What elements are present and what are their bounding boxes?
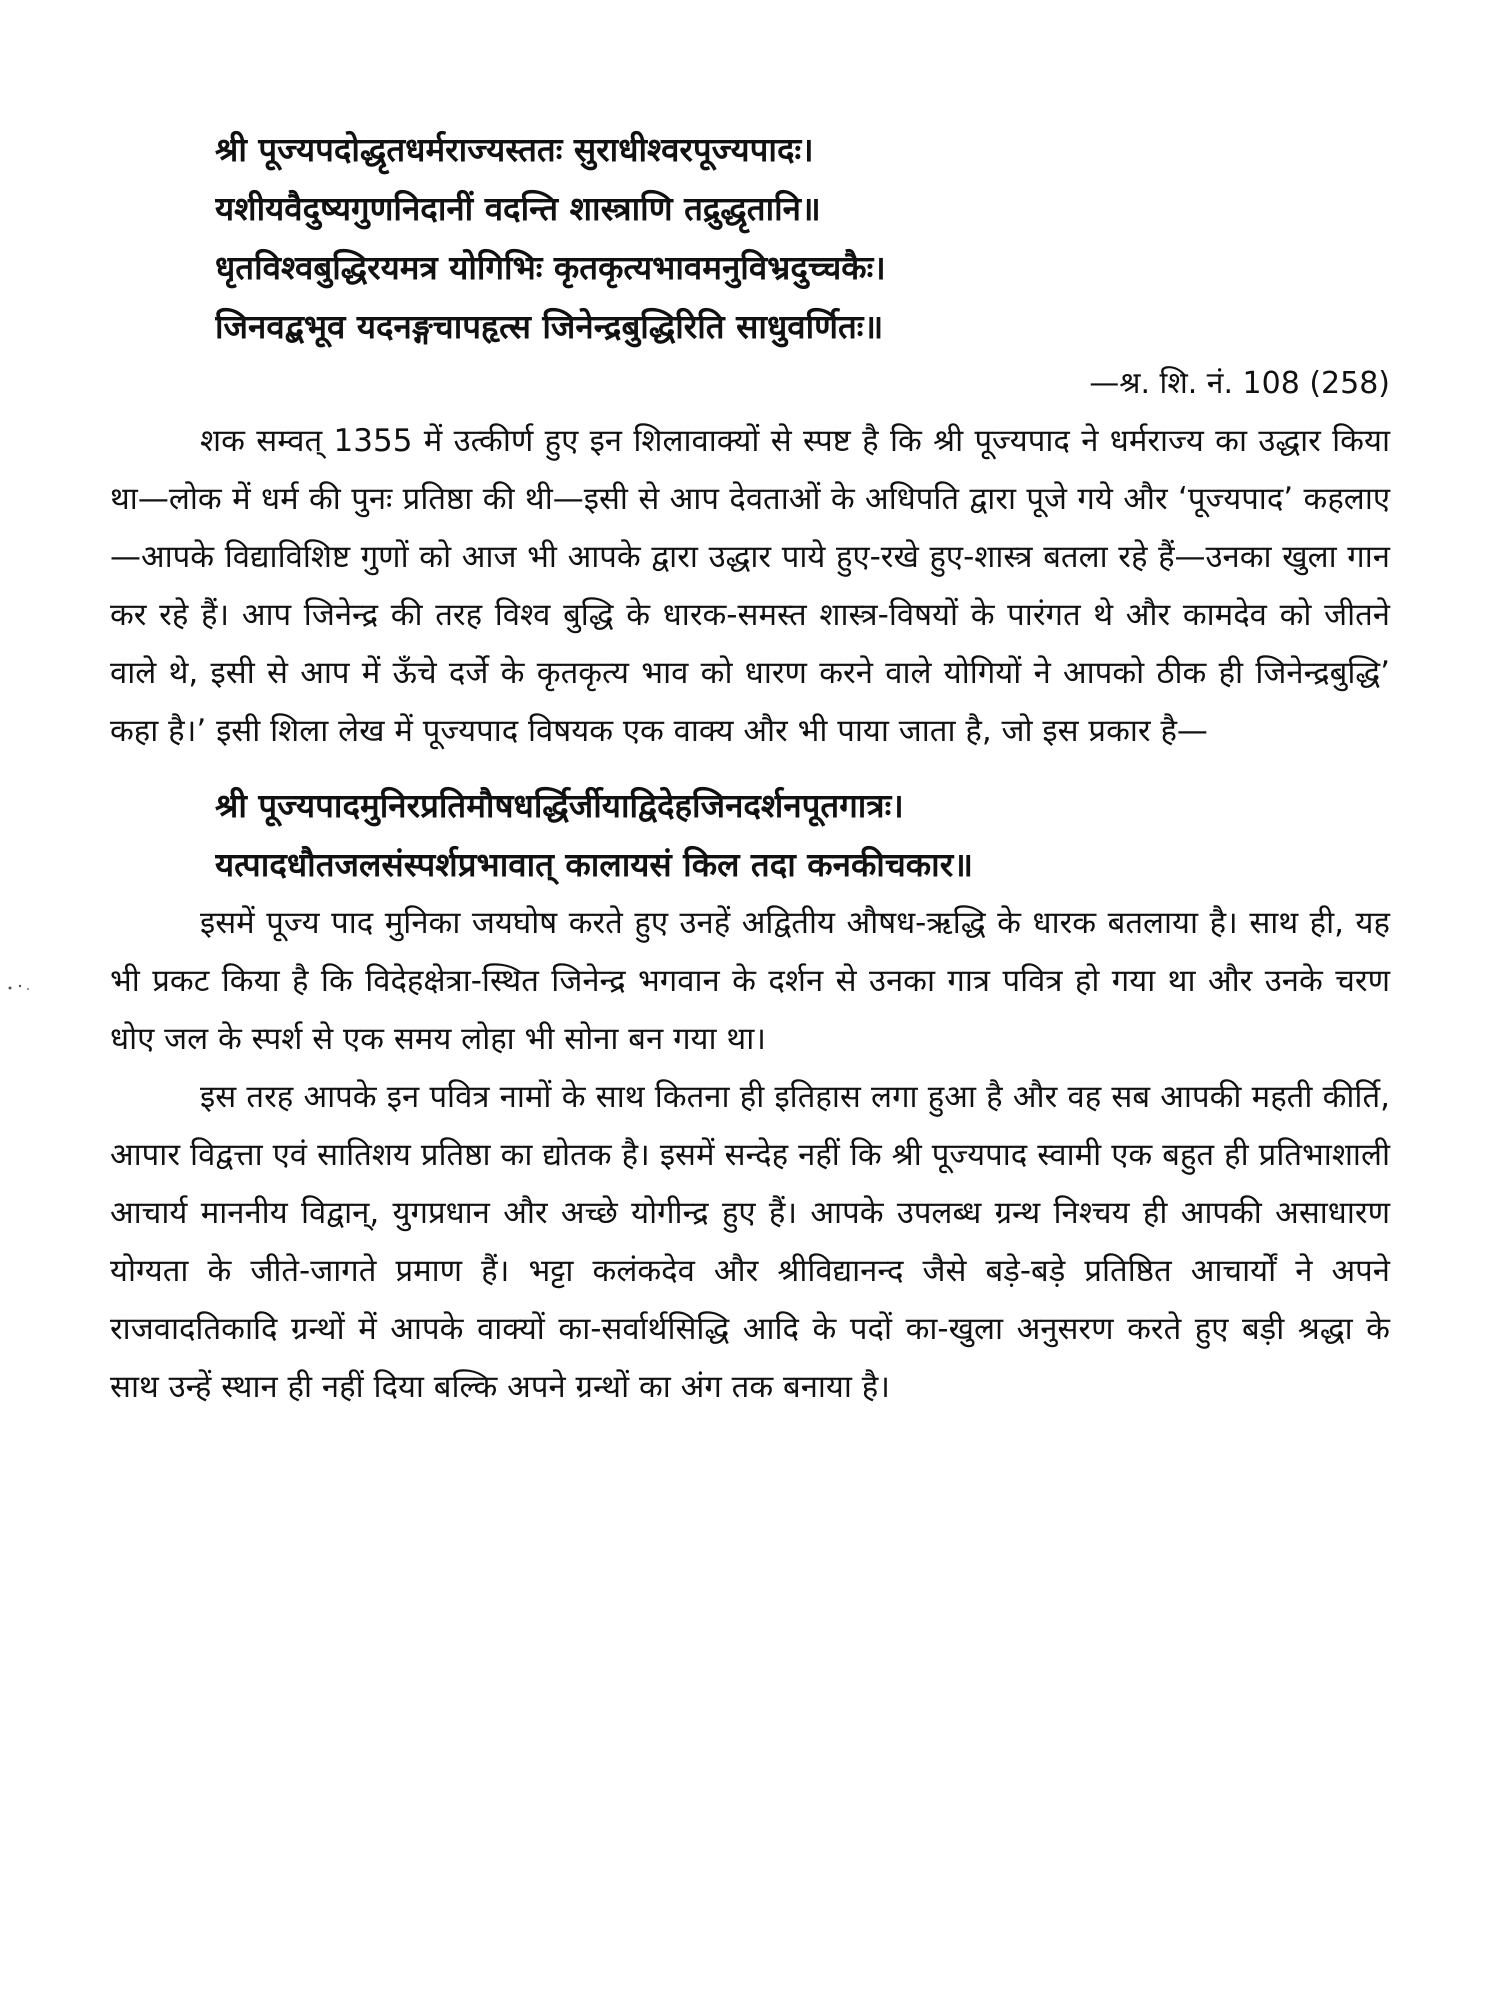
verse-citation: —श्र. शि. नं. 108 (258): [1089, 366, 1390, 401]
verse-line: जिनवद्बभूव यदनङ्गचापहृत्स जिनेन्द्रबुद्धिरिति साधुवर्णितः॥: [215, 307, 884, 346]
paragraph-verse-explanation: इसमें पूज्य पाद मुनिका जयघोष करते हुए उनहें अद्वितीय औषध-ऋद्धि के धारक बतलाया है। साथ ही, यह भी प्रकट किया है कि विदेहक्षेत्रा-स्थित जिनेन्द्र भगवान के दर्शन से उनका गात्र पवित्र हो गया था और उनके चरण धोए जल के स्पर्श से एक समय लोहा भी सोना बन गया था।: [110, 905, 1390, 1057]
verse-block-1: [215, 120, 1390, 356]
verse-line: यशीयवैदुष्यगुणनिदानीं वदन्ति शास्त्राणि तद्रुद्धृतानि॥: [215, 189, 821, 228]
verse-line: धृतविश्वबुद्धिरयमत्र योगिभिः कृतकृत्यभावमनुविभ्रदुच्चकैः।: [215, 248, 886, 287]
paragraph-conclusion: इस तरह आपके इन पवित्र नामों के साथ कितना ही इतिहास लगा हुआ है और वह सब आपकी महती कीर्ति, आपार विद्वत्ता एवं सातिशय प्रतिष्ठा का द्योतक है। इसमें सन्देह नहीं कि श्री पूज्यपाद स्वामी एक बहुत ही प्रतिभाशाली आचार्य माननीय विद्वान्, युगप्रधान और अच्छे योगीन्द्र हुए हैं। आपके उपलब्ध ग्रन्थ निश्चय ही आपकी असाधारण योग्यता के जीते-जागते प्रमाण हैं। भट्टा कलंकदेव और श्रीविद्यानन्द जैसे बड़े-बड़े प्रतिष्ठित आचार्यों ने अपने राजवादतिकादि ग्रन्थों में आपके वाक्यों का-सर्वार्थसिद्धि आदि के पदों का-खुला अनुसरण करते हुए बड़ी श्रद्धा के साथ उन्हें स्थान ही नहीं दिया बल्कि अपने ग्रन्थों का अंग तक बनाया है।: [110, 1079, 1390, 1405]
verse-block-2: [215, 776, 1390, 894]
scan-speck-mark: [6, 983, 46, 991]
verse-line: श्री पूज्यपादमुनिरप्रतिमौषधर्द्धिर्जीयाद्विदेहजिनदर्शनपूतगात्रः।: [215, 786, 904, 825]
verse-line: यत्पादधौतजलसंस्पर्शप्रभावात् कालायसं किल तदा कनकीचकार॥: [215, 845, 973, 884]
verse-line: श्री पूज्यपदोद्धृतधर्मराज्यस्ततः सुराधीश्वरपूज्यपादः।: [215, 130, 814, 169]
paragraph-inscription-commentary: शक सम्वत् 1355 में उत्कीर्ण हुए इन शिलावाक्यों से स्पष्ट है कि श्री पूज्यपाद ने धर्मराज्य का उद्धार किया था—लोक में धर्म की पुनः प्रतिष्ठा की थी—इसी से आप देवताओं के अधिपति द्वारा पूजे गये और ‘पूज्यपाद’ कहलाए—आपके विद्याविशिष्ट गुणों को आज भी आपके द्वारा उद्धार पाये हुए-रखे हुए-शास्त्र बतला रहे हैं—उनका खुला गान कर रहे हैं। आप जिनेन्द्र की तरह विश्व बुद्धि के धारक-समस्त शास्त्र-विषयों के पारंगत थे और कामदेव को जीतने वाले थे, इसी से आप में ऊँचे दर्जे के कृतकृत्य भाव को धारण करने वाले योगियों ने आपको ठीक ही जिनेन्द्रबुद्धि’ कहा है।’ इसी शिला लेख में पूज्यपाद विषयक एक वाक्य और भी पाया जाता है, जो इस प्रकार है—: [110, 423, 1390, 749]
